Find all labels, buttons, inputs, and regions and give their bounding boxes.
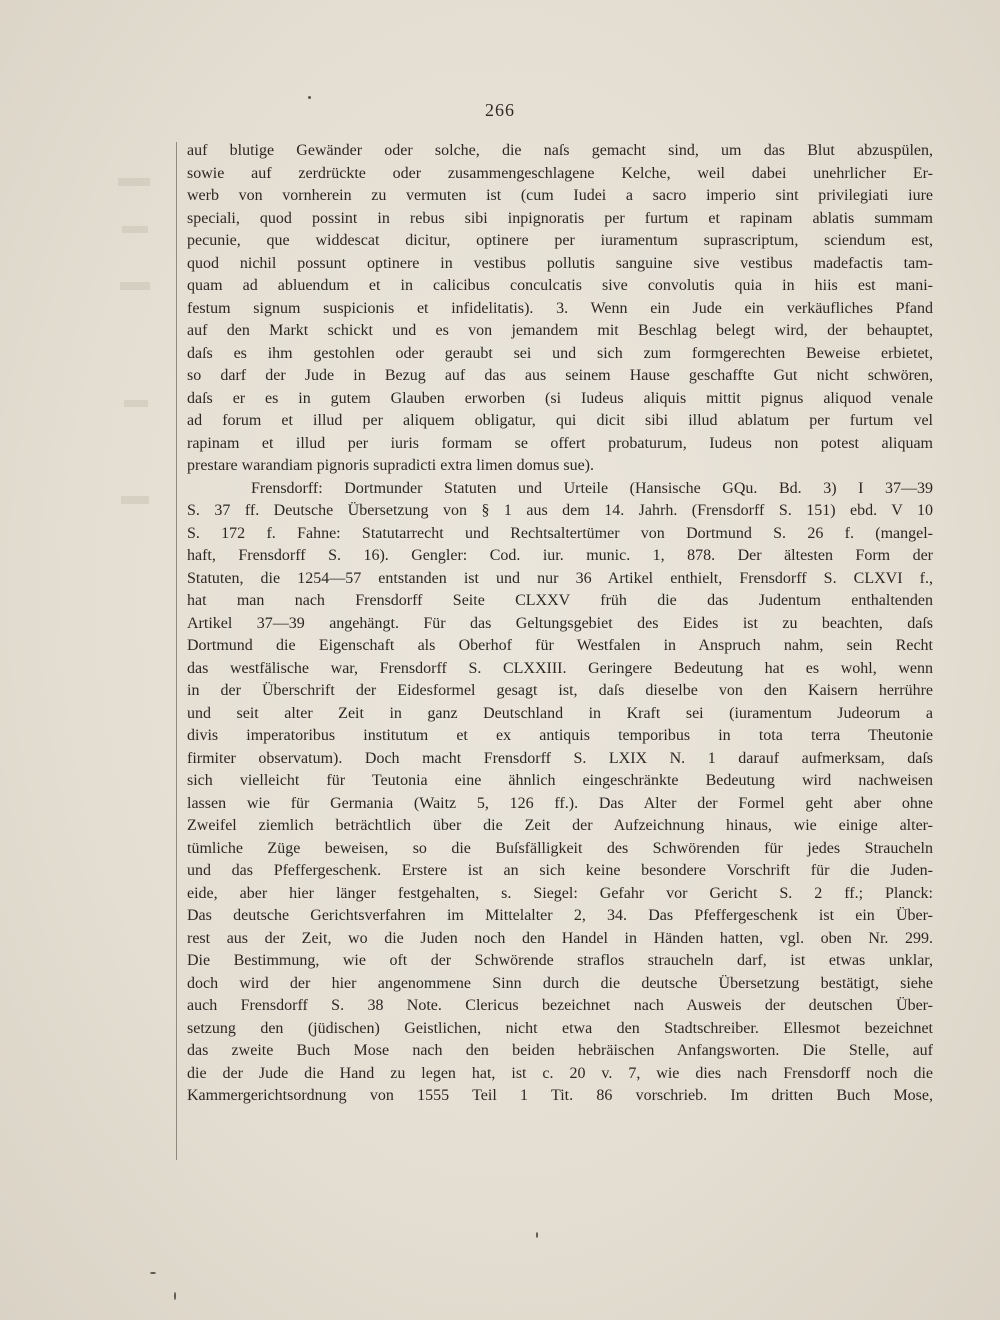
text-line: sich vielleicht für Teutonia eine ähnlich eingeschränkte Bedeutung wird nachweisen — [187, 772, 933, 789]
ink-speck — [150, 1272, 156, 1274]
text-line: rapinam et illud per iuris formam se offert probaturum, Iudeus non potest aliquam — [187, 434, 933, 452]
text-line: und das Pfeffergeschenk. Erstere ist an sich keine besondere Vorschrift für die Juden- — [187, 862, 933, 879]
text-line: und seit alter Zeit in ganz Deutschland in Kraft sei (iuramentum Judeorum a — [187, 704, 933, 722]
text-line: Zweifel ziemlich beträchtlich über die Zeit der Aufzeichnung hinaus, wie einige alter- — [187, 817, 933, 834]
margin-rule — [176, 142, 177, 1160]
text-line: sowie auf zerdrückte oder zusammengeschlagene Kelche, weil dabei unehrlicher Er- — [187, 164, 933, 182]
bleed-through-mark — [121, 496, 149, 504]
text-line: tümliche Züge beweisen, so die Buſsfälligkeit des Schwörenden für jedes Straucheln — [187, 839, 933, 857]
text-line: auch Frensdorff S. 38 Note. Clericus bezeichnet nach Ausweis der deutschen Über- — [187, 997, 933, 1014]
ink-speck — [536, 1232, 538, 1238]
bleed-through-mark — [118, 178, 150, 186]
text-line: ad forum et illud per aliquem obligatur, qui dicit sibi illud ablatum per furtum vel — [187, 412, 933, 429]
bleed-through-mark — [120, 282, 150, 290]
text-line: divis imperatoribus institutum et ex antiquis temporibus in tota terra Theutonie — [187, 727, 933, 744]
text-line: daſs er es in gutem Glauben erworben (si Iudeus aliquis mittit pignus aliquod venale — [187, 389, 933, 407]
text-line: hat man nach Frensdorff Seite CLXXV früh die das Judentum enthaltenden — [187, 592, 933, 609]
text-line: festum signum suspicionis et infidelitatis). 3. Wenn ein Jude ein verkäufliches Pfand — [187, 299, 933, 317]
text-line: Dortmund die Eigenschaft als Oberhof für Westfalen in Anspruch nahm, sein Recht — [187, 637, 933, 654]
text-line: S. 172 f. Fahne: Statutarrecht und Rechtsaltertümer von Dortmund S. 26 f. (mangel- — [187, 524, 933, 542]
text-line: so darf der Jude in Bezug auf das aus seinem Hause geschaffte Gut nicht schwören, — [187, 367, 933, 384]
text-line: auf blutige Gewänder oder solche, die naſs gemacht sind, um das Blut abzuspülen, — [187, 142, 933, 159]
text-line: die der Jude die Hand zu legen hat, ist c. 20 v. 7, wie dies nach Frensdorff noch die — [187, 1064, 933, 1082]
text-line: S. 37 ff. Deutsche Übersetzung von § 1 aus dem 14. Jahrh. (Frensdorff S. 151) ebd. V 10 — [187, 502, 933, 519]
ink-speck — [308, 96, 311, 99]
text-line-paragraph-end: prestare warandiam pignoris supradicti extra limen domus sue). — [187, 457, 594, 474]
text-line: Das deutsche Gerichtsverfahren im Mittelalter 2, 34. Das Pfeffergeschenk ist ein Über- — [187, 907, 933, 924]
text-line: Artikel 37—39 angehängt. Für das Geltungsgebiet des Eides ist zu beachten, daſs — [187, 614, 933, 632]
text-line: das zweite Buch Mose nach den beiden hebräischen Anfangsworten. Die Stelle, auf — [187, 1042, 933, 1059]
text-line: doch wird der hier angenommene Sinn durch die deutsche Übersetzung bestätigt, siehe — [187, 974, 933, 992]
ink-speck — [174, 1292, 176, 1300]
text-line: lassen wie für Germania (Waitz 5, 126 ff.). Das Alter der Formel geht aber ohne — [187, 794, 933, 812]
text-line: werb von vornherein zu vermuten ist (cum Iudei a sacro imperio sint privilegiati iure — [187, 187, 933, 204]
text-line: daſs es ihm gestohlen oder geraubt sei und sich zum formgerechten Beweise erbietet, — [187, 344, 933, 362]
text-line-paragraph-start: Frensdorff: Dortmunder Statuten und Urteile (Hansische GQu. Bd. 3) I 37—39 — [251, 479, 933, 497]
text-line: quod nichil possunt optinere in vestibus pollutis sanguine sive vestibus madefactis tam- — [187, 254, 933, 272]
text-line: speciali, quod possint in rebus sibi inpignoratis per furtum et rapinam ablatis summam — [187, 209, 933, 227]
text-line: setzung den (jüdischen) Geistlichen, nicht etwa den Stadtschreiber. Ellesmot bezeichnet — [187, 1019, 933, 1037]
text-line: haft, Frensdorff S. 16). Gengler: Cod. iur. munic. 1, 878. Der ältesten Form der — [187, 547, 933, 564]
bleed-through-mark — [122, 226, 148, 233]
text-line: Statuten, die 1254—57 entstanden ist und nur 36 Artikel enthielt, Frensdorff S. CLXVI f., — [187, 569, 933, 587]
text-line: quam ad abluendum et in calicibus conculcatis sive convolutis quia in hiis est mani- — [187, 277, 933, 294]
text-line: firmiter observatum). Doch macht Frensdorff S. LXIX N. 1 darauf aufmerksam, daſs — [187, 749, 933, 767]
text-line: Die Bestimmung, wie oft der Schwörende straflos straucheln darf, ist etwas unklar, — [187, 952, 933, 969]
text-line: auf den Markt schickt und es von jemandem mit Beschlag belegt wird, der behauptet, — [187, 322, 933, 339]
text-line: eide, aber hier länger festgehalten, s. Siegel: Gefahr vor Gericht S. 2 ff.; Planck: — [187, 884, 933, 902]
text-line: das westfälische war, Frensdorff S. CLXXIII. Geringere Bedeutung hat es wohl, wenn — [187, 659, 933, 677]
text-line: pecunie, que widdescat dicitur, optinere per iuramentum suprascriptum, sciendum est, — [187, 232, 933, 249]
body-text — [187, 140, 933, 1108]
text-line: Kammergerichtsordnung von 1555 Teil 1 Tit. 86 vorschrieb. Im dritten Buch Mose, — [187, 1087, 933, 1104]
page-number: 266 — [485, 100, 515, 120]
text-line: rest aus der Zeit, wo die Juden noch den Handel in Händen hatten, vgl. oben Nr. 299. — [187, 929, 933, 947]
bleed-through-mark — [124, 400, 148, 407]
text-line: in der Überschrift der Eidesformel gesagt ist, daſs dieselbe von den Kaisern herrühre — [187, 682, 933, 699]
